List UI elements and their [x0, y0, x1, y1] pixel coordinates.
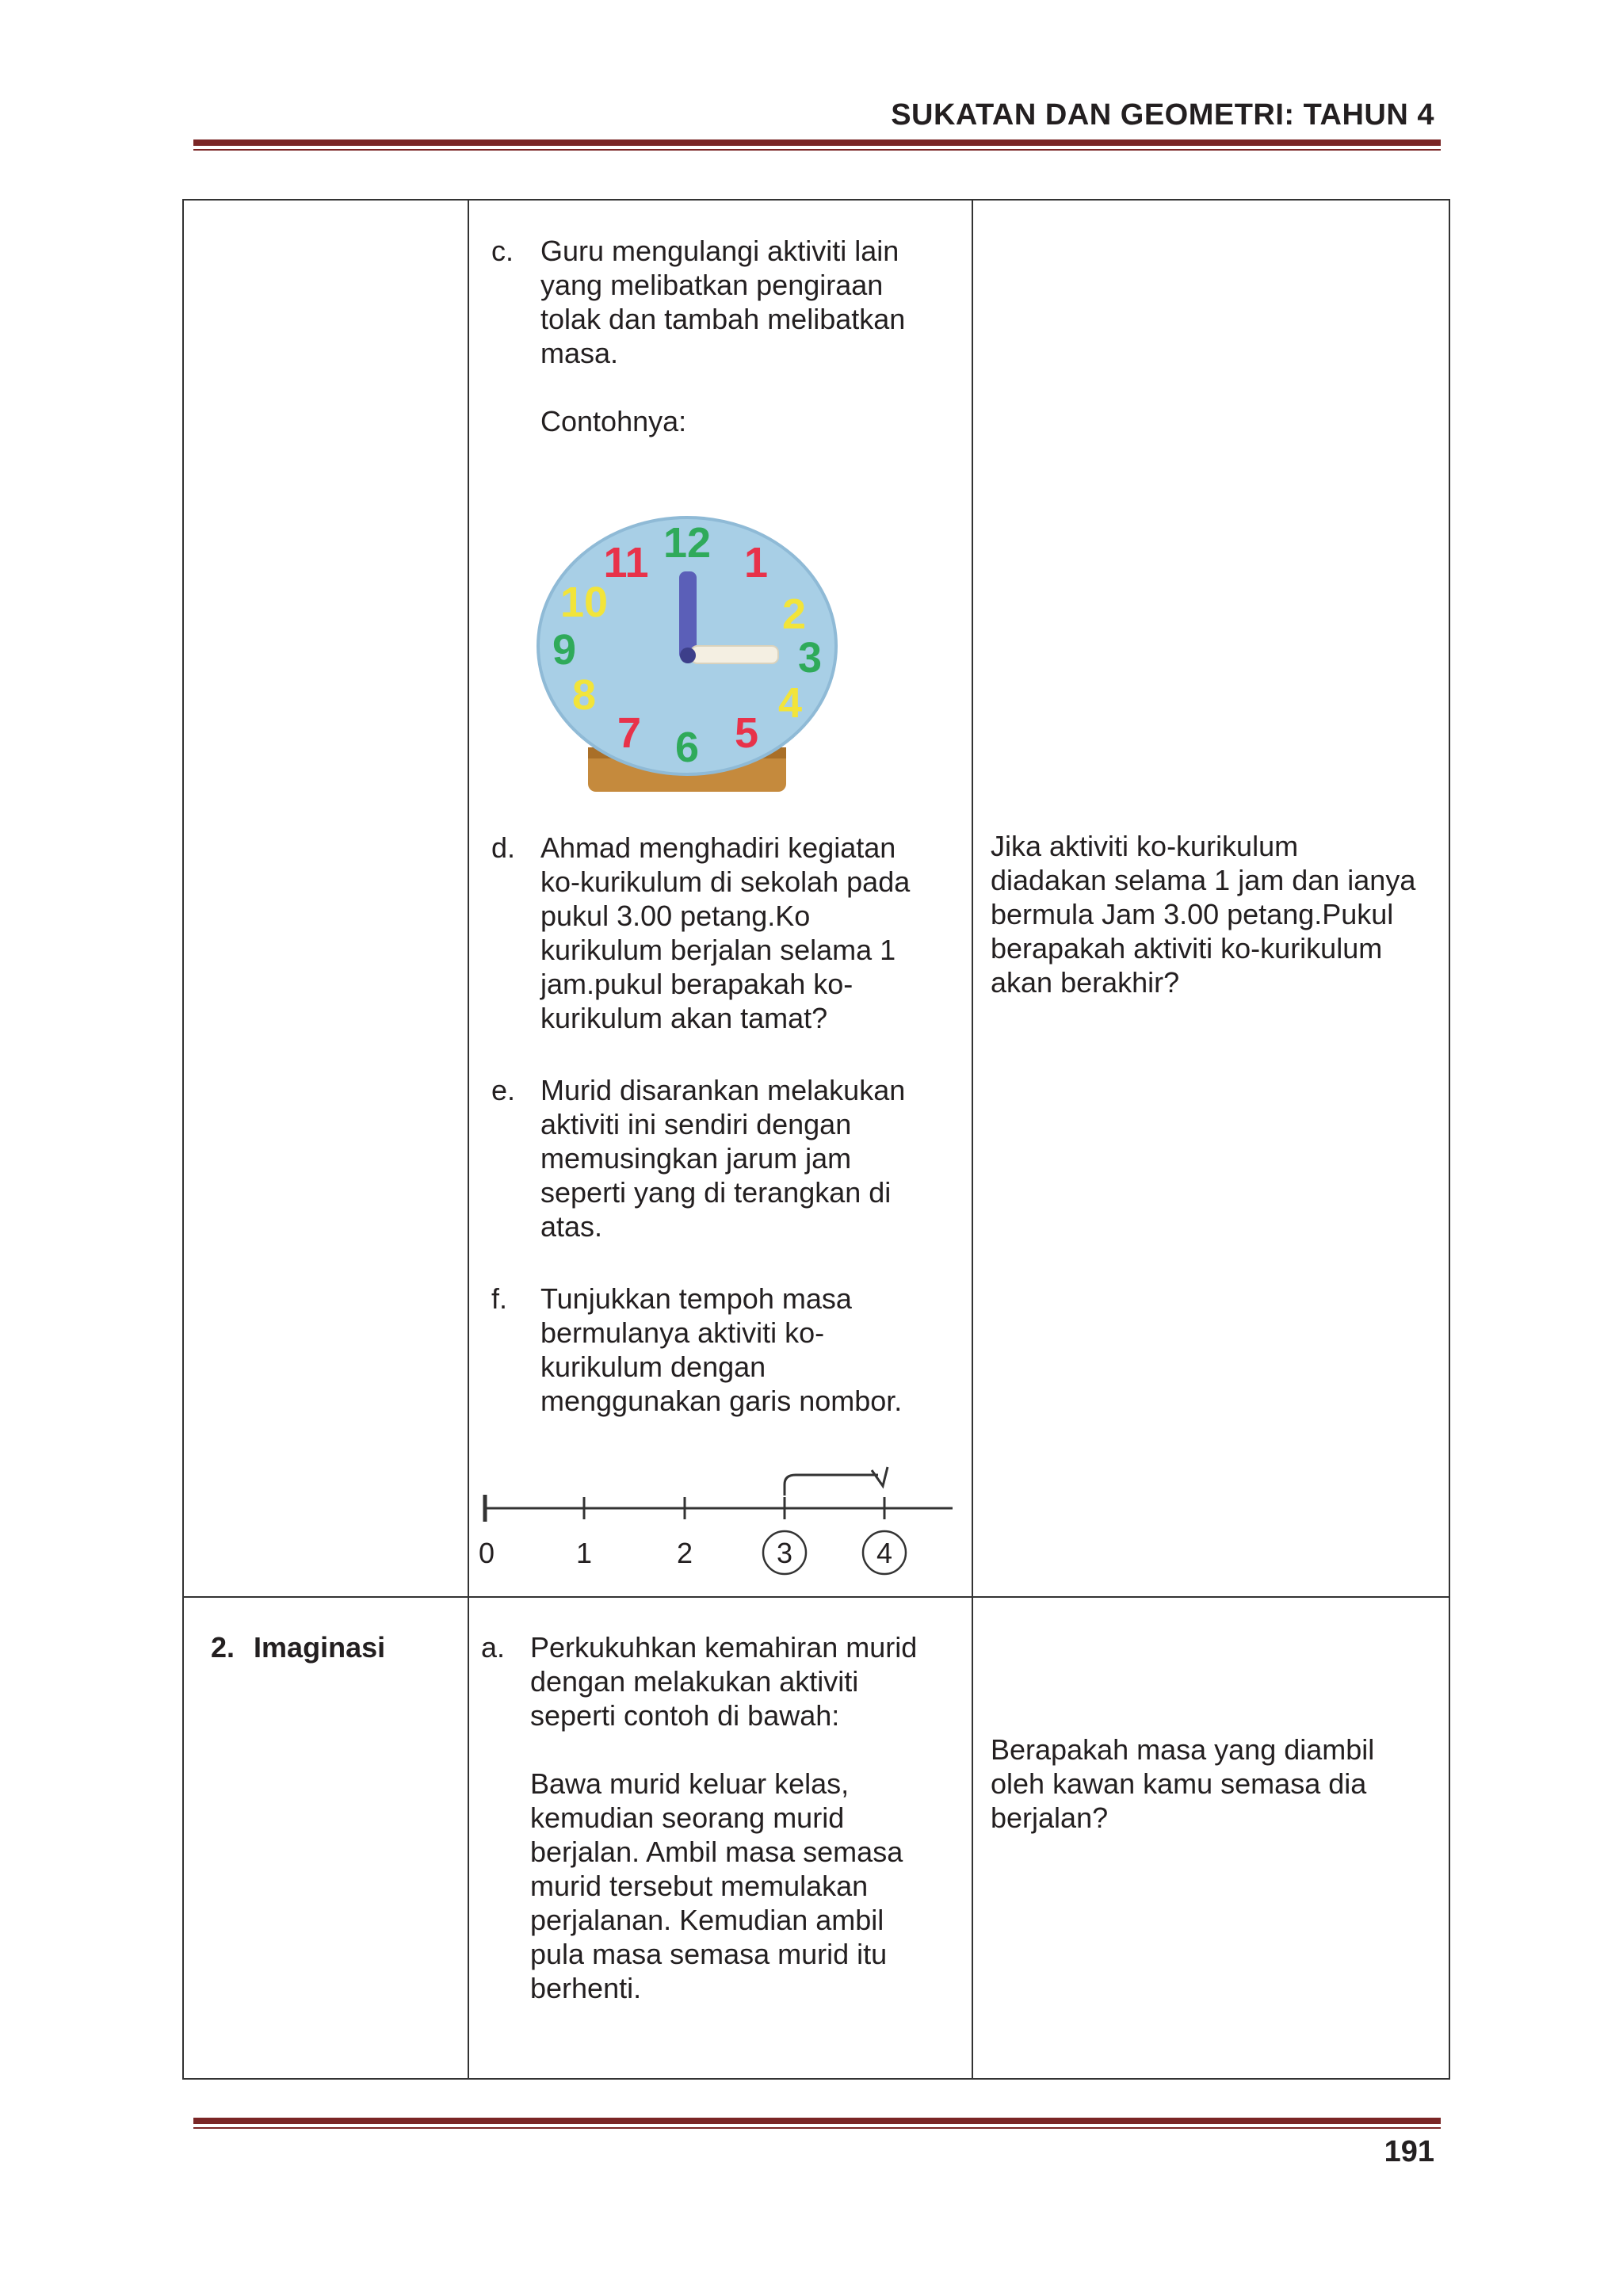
text-line: atas. [540, 1210, 603, 1243]
text-line: kurikulum berjalan selama 1 [540, 934, 896, 966]
clock-number-6: 6 [674, 724, 700, 771]
clock-number-2: 2 [781, 590, 807, 638]
example-label: Contohnya: [540, 405, 687, 437]
text-line: aktiviti ini sendiri dengan [540, 1108, 852, 1140]
text-line: akan berakhir? [991, 966, 1180, 999]
page-header-title: SUKATAN DAN GEOMETRI: TAHUN 4 [891, 98, 1434, 132]
clock-number-9: 9 [552, 626, 577, 674]
text-line: berjalan. Ambil masa semasa [530, 1836, 903, 1868]
text-line: berapakah aktiviti ko-kurikulum [991, 932, 1383, 965]
question-text-row1 [991, 829, 1415, 999]
text-line: murid tersebut memulakan [530, 1870, 869, 1902]
text-line: Perkukuhkan kemahiran murid [530, 1631, 918, 1664]
clock-number-10: 10 [559, 579, 609, 626]
text-line: perjalanan. Kemudian ambil [530, 1904, 884, 1936]
clock-hour-hand [691, 646, 778, 663]
number-line-diagram [477, 1421, 953, 1580]
interval-arrow [785, 1475, 878, 1496]
clock-number-8: 8 [571, 671, 597, 719]
item-text [540, 831, 910, 1035]
toy-clock-illustration [533, 510, 850, 795]
item-marker: d. [491, 831, 516, 864]
text-line: Tunjukkan tempoh masa [540, 1282, 852, 1315]
text-line: Ahmad menghadiri kegiatan [540, 831, 896, 864]
item-marker: a. [481, 1631, 506, 1664]
clock-number-4: 4 [777, 679, 803, 727]
interval-arrowhead [872, 1467, 888, 1486]
column-divider-1 [468, 201, 469, 2078]
heading-label: Imaginasi [254, 1631, 386, 1664]
text-line: menggunakan garis nombor. [540, 1385, 903, 1417]
tick-label-0: 0 [478, 1537, 495, 1569]
text-line: diadakan selama 1 jam dan ianya [991, 864, 1416, 896]
question-text-row2 [991, 1733, 1374, 1835]
clock-number-1: 1 [743, 539, 769, 586]
clock-number-7: 7 [617, 709, 642, 757]
tick-label-4: 4 [876, 1537, 893, 1569]
text-line: seperti yang di terangkan di [540, 1176, 892, 1209]
text-line: Bawa murid keluar kelas, [530, 1767, 850, 1800]
text-line: Berapakah masa yang diambil [991, 1733, 1375, 1766]
tick-label-2: 2 [676, 1537, 693, 1569]
text-line: kurikulum dengan [540, 1350, 766, 1383]
text-line: tolak dan tambah melibatkan [540, 303, 906, 335]
item-marker: e. [491, 1074, 516, 1106]
text-line: memusingkan jarum jam [540, 1142, 852, 1175]
row-divider [184, 1596, 1449, 1598]
text-line: kurikulum akan tamat? [540, 1002, 828, 1034]
header-rule-thin [193, 149, 1441, 151]
clock-center-pin [680, 648, 696, 663]
item-text [540, 1282, 902, 1418]
text-line: Murid disarankan melakukan [540, 1074, 906, 1106]
text-line: pukul 3.00 petang.Ko [540, 900, 811, 932]
item-text [530, 1630, 917, 2005]
tick-label-3: 3 [776, 1537, 793, 1569]
text-line: bermula Jam 3.00 petang.Pukul [991, 898, 1394, 930]
page-number: 191 [1384, 2135, 1434, 2168]
text-line: kemudian seorang murid [530, 1801, 845, 1834]
header-rule-thick [193, 139, 1441, 146]
text-line: oleh kawan kamu semasa dia [991, 1767, 1367, 1800]
text-line: dengan melakukan aktiviti [530, 1665, 859, 1698]
text-line: masa. [540, 337, 619, 369]
clock-number-12: 12 [663, 519, 712, 567]
text-line: berhenti. [530, 1972, 642, 2004]
item-marker: c. [491, 235, 514, 267]
text-line: bermulanya aktiviti ko- [540, 1316, 825, 1349]
text-line: yang melibatkan pengiraan [540, 269, 884, 301]
text-line: Jika aktiviti ko-kurikulum [991, 830, 1299, 862]
lesson-table [182, 199, 1450, 2080]
item-text [540, 1073, 905, 1244]
text-line: ko-kurikulum di sekolah pada [540, 865, 911, 898]
clock-number-5: 5 [734, 709, 759, 757]
text-line: jam.pukul berapakah ko- [540, 968, 854, 1000]
column-divider-2 [972, 201, 973, 2078]
heading-number: 2. [211, 1631, 235, 1664]
text-line: seperti contoh di bawah: [530, 1699, 840, 1732]
clock-number-11: 11 [603, 539, 649, 586]
text-line: Guru mengulangi aktiviti lain [540, 235, 899, 267]
text-line: berjalan? [991, 1801, 1109, 1834]
row2-heading [211, 1630, 385, 1664]
tick-label-1: 1 [575, 1537, 593, 1569]
footer-rule-thin [193, 2127, 1441, 2129]
text-line: pula masa semasa murid itu [530, 1938, 888, 1970]
item-text [540, 234, 905, 438]
item-marker: f. [491, 1282, 508, 1315]
clock-number-3: 3 [797, 634, 823, 682]
footer-rule-thick [193, 2118, 1441, 2124]
